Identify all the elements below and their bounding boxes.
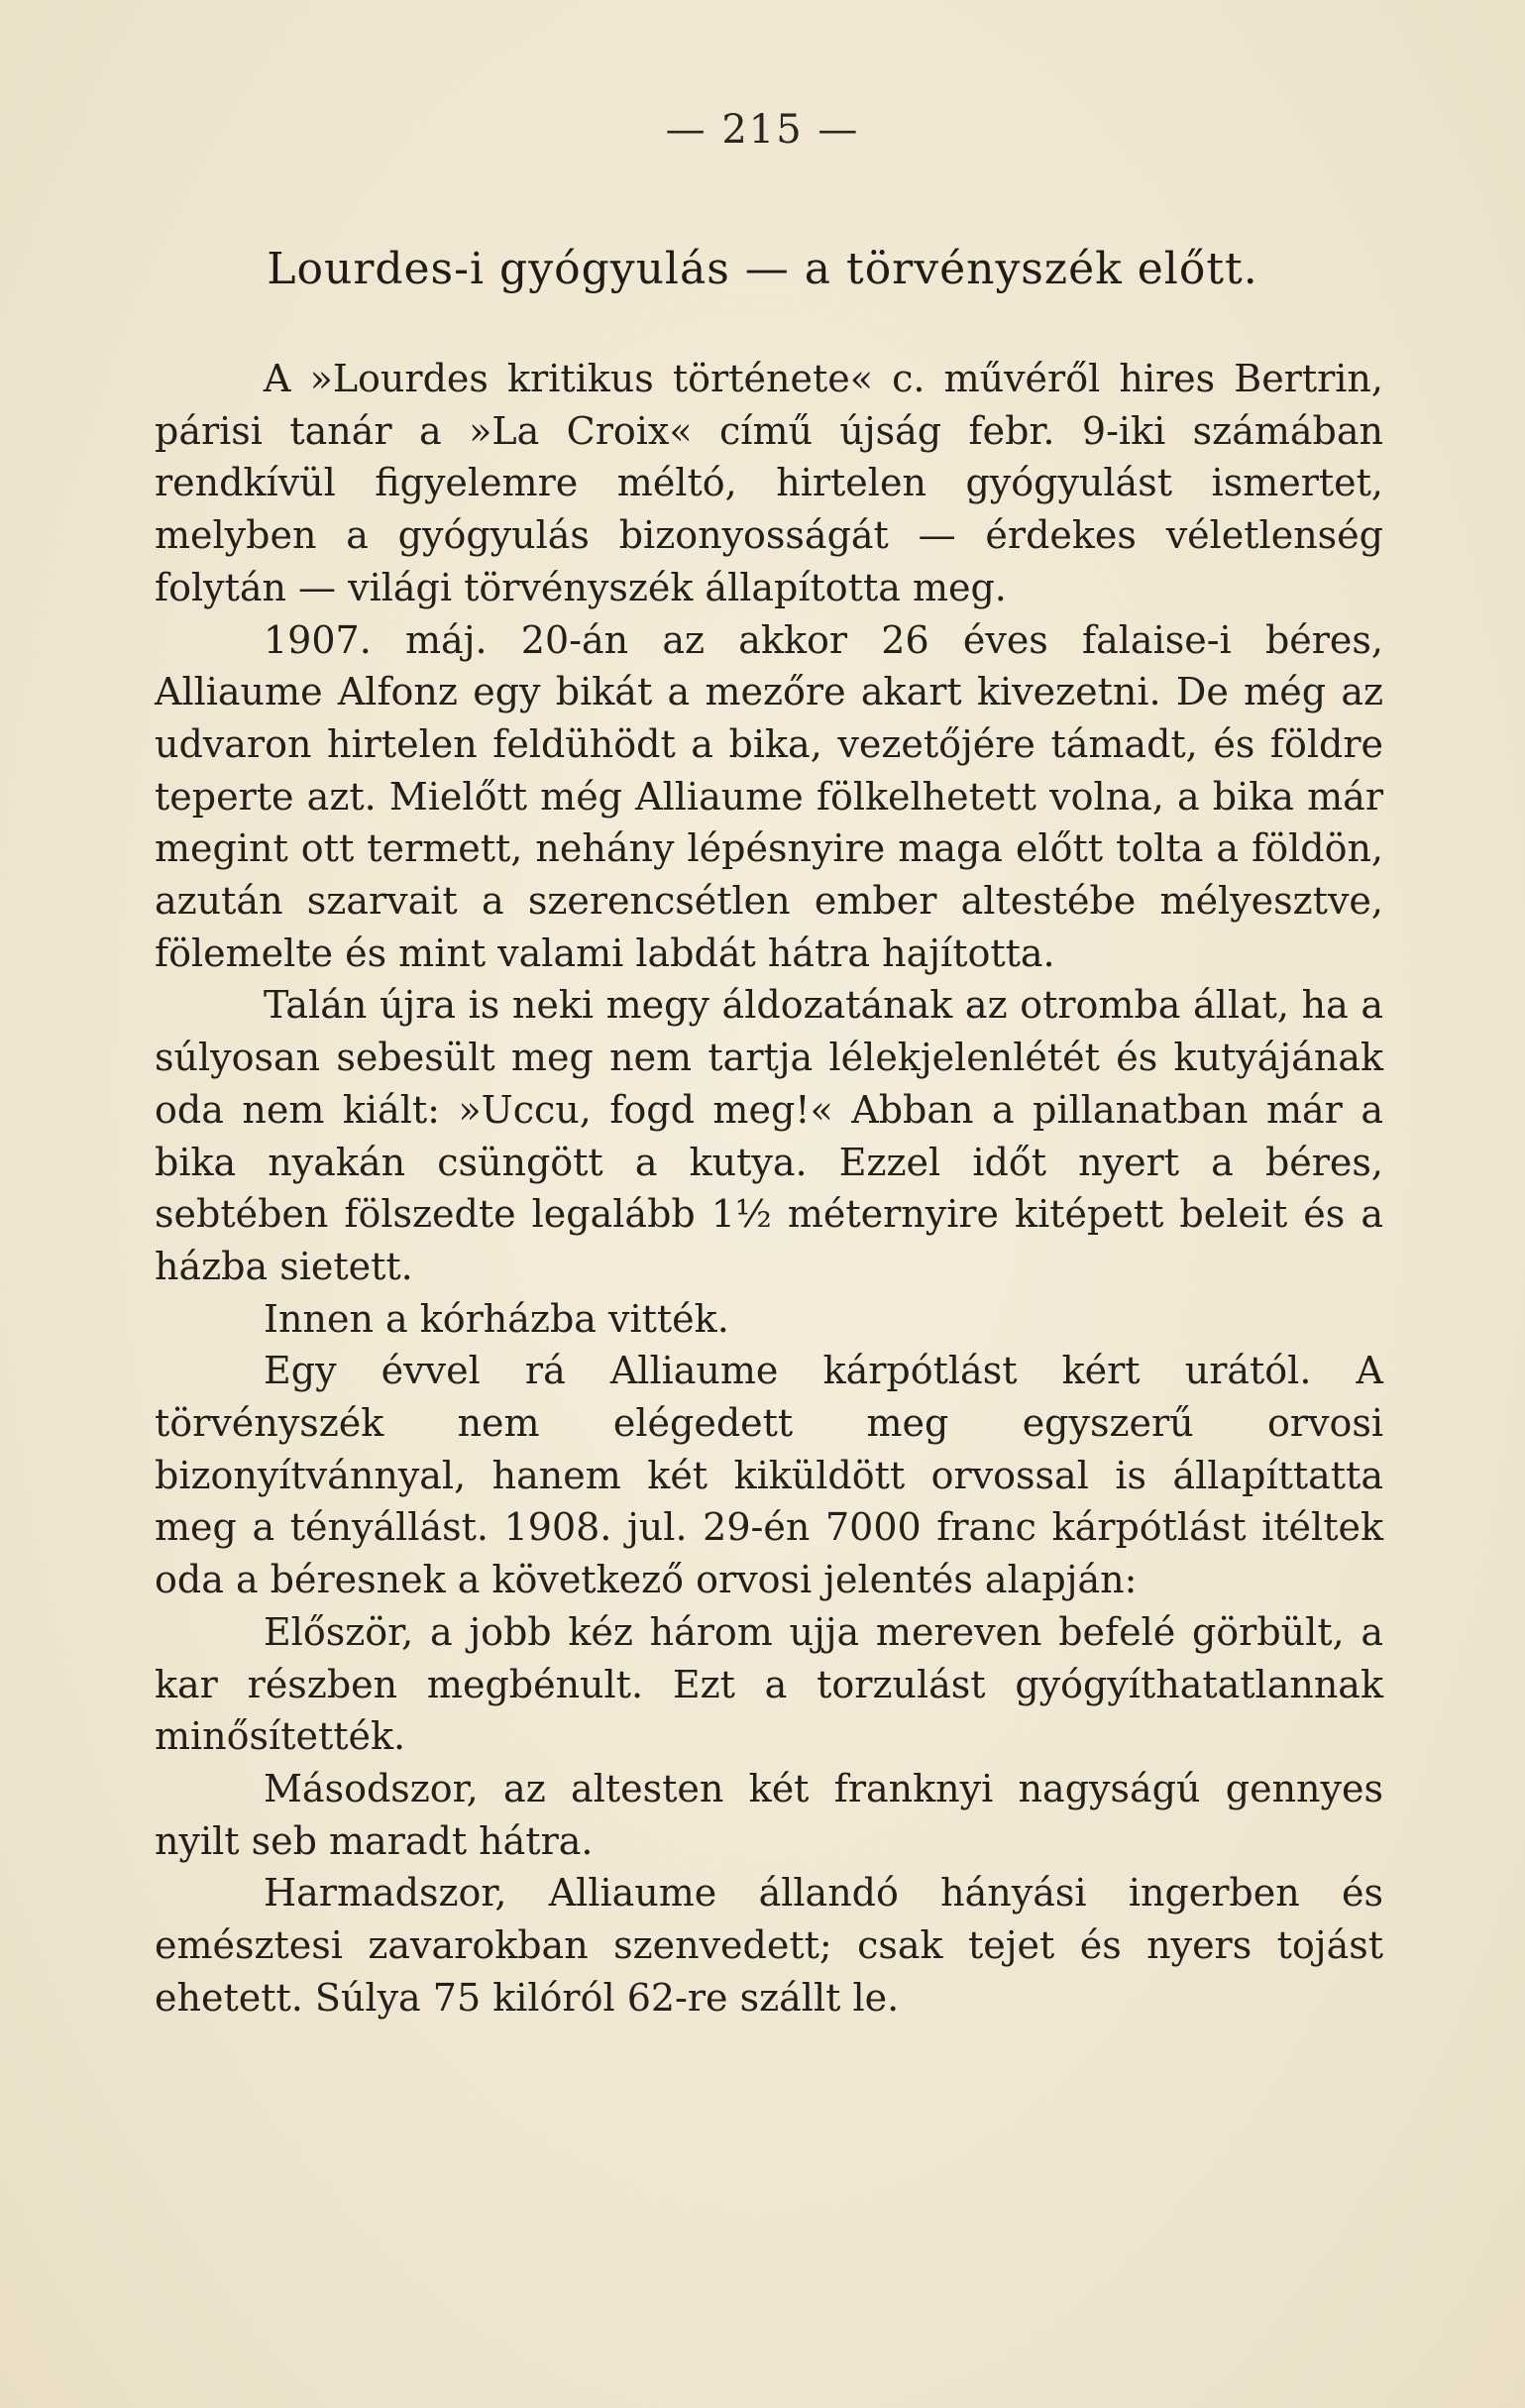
page-number: — 215 — xyxy=(665,107,860,153)
paragraph-third-finding: Harmadszor, Alliaume állandó hányási ingerben és emésztesi zavarokban szenvedett; csak tejet és nyers tojást ehetett. Súlya 75 kilóról 62-re szállt le. xyxy=(155,1871,1383,2020)
paragraph-dog: Talán újra is neki megy áldozatának az otromba állat, ha a súlyosan sebesült meg nem tartja lélekjelenlétét és kutyájának oda nem kiált: »Uccu, fogd meg!« Abban a pillanatban már a bika nyakán csüngött a kutya. Ezzel időt nyert a béres, sebtében fölszedte legalább 1½ méternyire kitépett beleit és a házba sietett. xyxy=(155,983,1383,1288)
article-body xyxy=(155,353,1383,2025)
paragraph-incident: 1907. máj. 20-án az akkor 26 éves falaise-i béres, Alliaume Alfonz egy bikát a mezőre akart kivezetni. De még az udvaron hirtelen feldühödt a bika, vezetőjére támadt, és földre teperte azt. Mielőtt még Alliaume fölkelhetett volna, a bika már megint ott termett, nehány lépésnyire maga előtt tolta a földön, azután szarvait a szerencsétlen ember altestébe mélyesztve, fölemelte és mint valami labdát hátra hajította. xyxy=(155,617,1383,975)
paragraph-second-finding: Másodszor, az altesten két franknyi nagyságú gennyes nyilt seb maradt hátra. xyxy=(155,1766,1383,1863)
article-title: Lourdes-i gyógyulás — a törvényszék előtt. xyxy=(267,244,1258,294)
paragraph-first-finding: Először, a jobb kéz három ujja mereven befelé görbült, a kar részben megbénult. Ezt a torzulást gyógyíthatatlannak minősítették. xyxy=(155,1609,1383,1759)
paragraph-intro: A »Lourdes kritikus története« c. művéről hires Bertrin, párisi tanár a »La Croix« című újság febr. 9-iki számában rendkívül figyelemre méltó, hirtelen gyógyulást ismertet, melyben a gyógyulás bizonyosságát — érdekes véletlenség folytán — világi törvényszék állapította meg. xyxy=(155,357,1383,609)
paragraph-hospital: Innen a kórházba vitték. xyxy=(264,1296,729,1341)
paragraph-court: Egy évvel rá Alliaume kárpótlást kért urától. A törvényszék nem elégedett meg egyszerű orvosi bizonyítvánnyal, hanem két kiküldött orvossal is állapíttatta meg a tényállást. 1908. jul. 29-én 7000 franc kárpótlást itéltek oda a béresnek a következő orvosi jelentés alapján: xyxy=(155,1349,1383,1602)
